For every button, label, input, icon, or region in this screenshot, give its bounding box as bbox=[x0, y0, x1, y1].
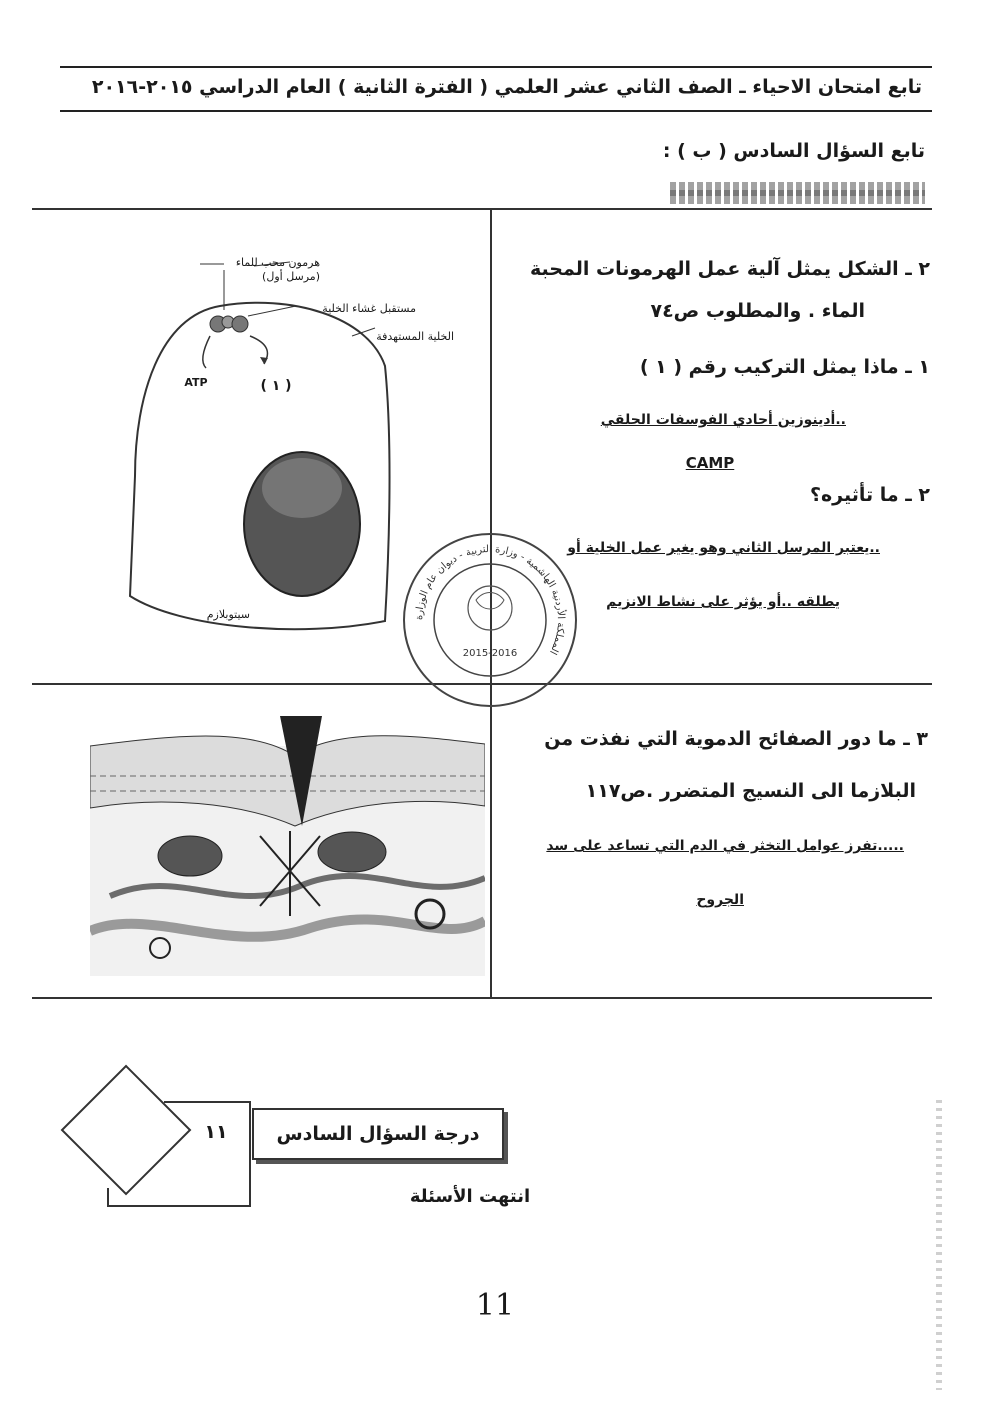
grade-label: درجة السؤال السادس bbox=[252, 1108, 504, 1160]
label-membrane-receptor: مستقبل غشاء الخلية bbox=[322, 302, 416, 315]
official-stamp bbox=[400, 530, 580, 710]
label-first-messenger: (مرسل أول) bbox=[262, 270, 320, 283]
q3-answer2: الجروح bbox=[696, 892, 744, 908]
q2-line2: الماء . والمطلوب ص٧٤ bbox=[650, 300, 865, 322]
scan-edge-artifact bbox=[936, 1100, 942, 1390]
label-atp: ATP bbox=[184, 376, 208, 389]
grid-top-line bbox=[32, 208, 932, 210]
q2-sub1: ١ ـ ماذا يمثل التركيب رقم ( ١ ) bbox=[639, 356, 930, 378]
stamp-ring-text: المملكة الأردنية الهاشمية - وزارة التربية - ديوان عام الوزارة bbox=[413, 543, 567, 657]
q3-line1: ٣ ـ ما دور الصفائح الدموية التي نفذت من bbox=[544, 728, 928, 750]
underline-dots-2 bbox=[670, 190, 925, 204]
q2-line1: ٢ ـ الشكل يمثل آلية عمل الهرمونات المحبة bbox=[530, 258, 930, 280]
q2-answer1: ..أدينوزين أحادي الفوسفات الحلقي bbox=[600, 412, 846, 428]
label-cytoplasm: سيتوبلازم bbox=[206, 608, 250, 621]
grade-value: ١١ bbox=[204, 1121, 228, 1143]
label-structure-1: ( ١ ) bbox=[260, 378, 292, 394]
grid-bottom-line bbox=[32, 997, 932, 999]
q2-answer2-cont: يطلقه ..أو يؤثر على نشاط الانزيم bbox=[606, 594, 840, 610]
q2-answer2: ..يعتبر المرسل الثاني وهو يغير عمل الخلية أو bbox=[567, 540, 880, 556]
q3-answer1: .....تفرز عوامل التخثر في الدم التي تساعد على سد bbox=[546, 838, 904, 854]
end-of-questions: انتهت الأسئلة bbox=[409, 1186, 531, 1207]
label-hormone: هرمون محب للماء bbox=[235, 256, 320, 269]
q2-answer1-abbrev: CAMP bbox=[685, 454, 735, 472]
stamp-year: 2015-2016 bbox=[462, 648, 518, 659]
exam-header-title: تابع امتحان الاحياء ـ الصف الثاني عشر العلمي ( الفترة الثانية ) العام الدراسي ٢٠١٥-٢٠١٦ bbox=[91, 76, 922, 98]
wound-tissue-illustration bbox=[90, 716, 485, 976]
q3-line2: البلازما الى النسيج المتضرر .ص١١٧ bbox=[585, 780, 916, 802]
q2-sub2: ٢ ـ ما تأثيره؟ bbox=[809, 484, 930, 506]
page-number: 11 bbox=[475, 1288, 515, 1323]
label-target-cell: الخلية المستهدفة bbox=[376, 330, 454, 343]
section-title: تابع السؤال السادس ( ب ) : bbox=[662, 140, 925, 162]
